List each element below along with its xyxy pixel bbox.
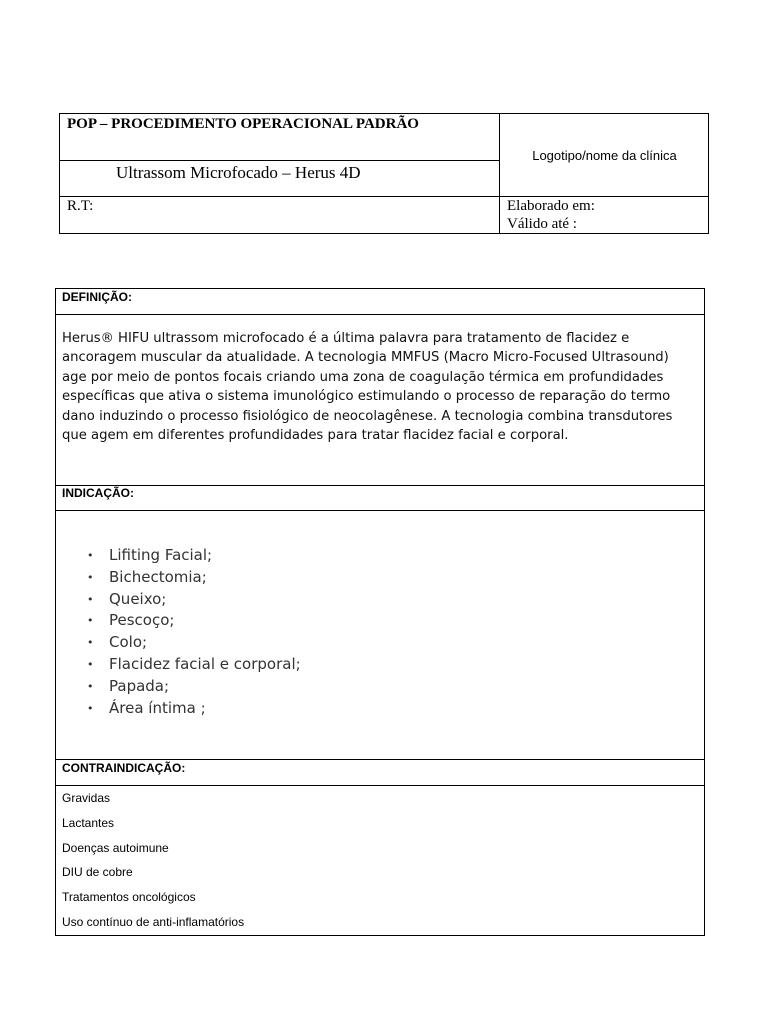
logo-placeholder: Logotipo/nome da clínica	[532, 147, 677, 163]
indicacao-item	[81, 698, 301, 720]
header-divider-title	[60, 160, 499, 161]
elaborado-label: Elaborado em:	[507, 198, 595, 214]
indicacao-item-label: Pescoço;	[109, 611, 175, 630]
indicacao-item	[81, 676, 301, 698]
indicacao-item-label: Área íntima ;	[109, 698, 206, 717]
bullet-icon: •	[87, 614, 94, 628]
definicao-text: Herus® HIFU ultrassom microfocado é a última palavra para tratamento de flacidez e ancoragem muscular da atualidade. A tecnologia MMFUS (Macro Micro-Focused Ultrasound) age por meio de pontos focais criando uma zona de coagulação térmica em profundidades específicas que ativa o sistema imunológico estimulando o processo de reparação do termo dano induzindo o processo fisiológico de neocolagênese. A tecnologia combina transdutores que agem em diferentes profundidades para tratar flacidez facial e corporal.	[62, 331, 673, 444]
content-table	[55, 288, 705, 936]
rt-label: R.T:	[67, 198, 94, 214]
contraindicacao-list	[62, 786, 244, 935]
indicacao-list	[81, 545, 301, 719]
contraindicacao-item: DIU de cobre	[62, 865, 133, 880]
indicacao-item	[81, 589, 301, 611]
definicao-heading: DEFINIÇÃO:	[62, 290, 132, 304]
document-subtitle: Ultrassom Microfocado – Herus 4D	[116, 163, 361, 182]
bullet-icon: •	[87, 636, 94, 650]
document-title: POP – PROCEDIMENTO OPERACIONAL PADRÃO	[67, 116, 419, 132]
row-divider	[56, 759, 704, 760]
dates-cell	[507, 197, 595, 233]
contraindicacao-heading: CONTRAINDICAÇÃO:	[62, 761, 186, 775]
contraindicacao-item: Doenças autoimune	[62, 840, 169, 855]
row-divider	[56, 314, 704, 315]
indicacao-item	[81, 567, 301, 589]
indicacao-item	[81, 545, 301, 567]
indicacao-item	[81, 610, 301, 632]
contraindicacao-item: Gravidas	[62, 791, 111, 805]
bullet-icon: •	[87, 570, 94, 584]
header-table	[59, 113, 709, 234]
contraindicacao-item: Tratamentos oncológicos	[62, 890, 196, 905]
indicacao-item-label: Colo;	[109, 633, 148, 652]
indicacao-item	[81, 632, 301, 654]
indicacao-heading: INDICAÇÃO:	[62, 486, 134, 500]
bullet-icon: •	[87, 657, 94, 671]
row-divider	[56, 485, 704, 486]
bullet-icon: •	[87, 592, 94, 606]
indicacao-item-label: Papada;	[109, 676, 170, 695]
bullet-icon: •	[87, 701, 94, 715]
indicacao-item-label: Lifiting Facial;	[109, 546, 213, 564]
valido-label: Válido até :	[507, 216, 577, 232]
contraindicacao-item: Uso contínuo de anti-inflamatórios	[62, 914, 245, 929]
indicacao-item-label: Queixo;	[109, 589, 167, 608]
header-divider-bottom	[60, 196, 708, 197]
bullet-icon: •	[87, 549, 94, 562]
indicacao-item	[81, 654, 301, 676]
indicacao-item-label: Bichectomia;	[109, 567, 207, 586]
indicacao-item-label: Flacidez facial e corporal;	[109, 654, 301, 673]
row-divider	[56, 510, 704, 511]
bullet-icon: •	[87, 679, 94, 693]
contraindicacao-item: Lactantes	[62, 815, 115, 830]
